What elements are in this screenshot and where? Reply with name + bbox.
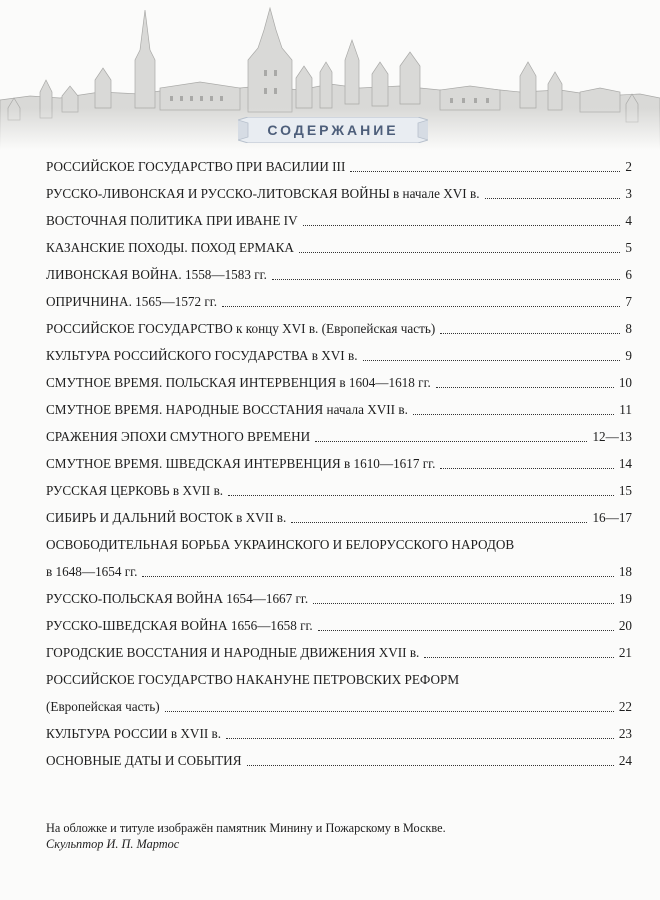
leader-dots — [226, 738, 614, 739]
toc-entry-title: ГОРОДСКИЕ ВОССТАНИЯ И НАРОДНЫЕ ДВИЖЕНИЯ XVII в. — [46, 645, 420, 660]
leader-dots — [291, 522, 587, 523]
toc-entry-title: ВОСТОЧНАЯ ПОЛИТИКА ПРИ ИВАНЕ IV — [46, 213, 298, 228]
toc-entry-page: 15 — [618, 483, 632, 498]
toc-entry[interactable] — [46, 724, 632, 744]
toc-entry-page: 2 — [625, 159, 632, 174]
toc-entry-page: 8 — [625, 321, 632, 336]
toc-entry[interactable] — [46, 238, 632, 258]
toc-entry-page: 4 — [625, 213, 632, 228]
leader-dots — [318, 630, 614, 631]
toc-entry-title: в 1648—1654 гг. — [46, 564, 138, 579]
toc-entry-heading[interactable] — [46, 670, 632, 690]
toc-entry-title: РУССКО-ШВЕДСКАЯ ВОЙНА 1656—1658 гг. — [46, 618, 313, 633]
toc-entry[interactable] — [46, 373, 632, 393]
leader-dots — [228, 495, 614, 496]
toc-entry[interactable] — [46, 184, 632, 204]
toc-entry[interactable] — [46, 427, 632, 447]
toc-entry-page: 7 — [625, 294, 632, 309]
toc-entry[interactable] — [46, 292, 632, 312]
toc-entry-title: (Европейская часть) — [46, 699, 160, 714]
toc-entry[interactable] — [46, 454, 632, 474]
sculptor-credit: Скульптор И. П. Мартос — [46, 837, 180, 851]
toc-entry-page: 12—13 — [592, 429, 632, 444]
leader-dots — [222, 306, 620, 307]
leader-dots — [350, 171, 620, 172]
cover-caption: На обложке и титуле изображён памятник Минину и Пожарскому в Москве. — [46, 821, 446, 835]
toc-entry[interactable] — [46, 346, 632, 366]
cover-note — [46, 820, 636, 852]
toc-entry-page: 10 — [618, 375, 632, 390]
toc-entry[interactable] — [46, 157, 632, 177]
leader-dots — [424, 657, 613, 658]
toc-entry-page: 20 — [618, 618, 632, 633]
toc-entry[interactable] — [46, 211, 632, 231]
toc-entry-title: ЛИВОНСКАЯ ВОЙНА. 1558—1583 гг. — [46, 267, 267, 282]
leader-dots — [315, 441, 587, 442]
toc-entry-title: РОССИЙСКОЕ ГОСУДАРСТВО НАКАНУНЕ ПЕТРОВСКИХ РЕФОРМ — [46, 672, 460, 687]
toc-entry-title: ОСНОВНЫЕ ДАТЫ И СОБЫТИЯ — [46, 753, 242, 768]
toc-entry-page: 6 — [625, 267, 632, 282]
toc-entry-heading[interactable] — [46, 535, 632, 555]
leader-dots — [440, 333, 620, 334]
toc-entry-title: СМУТНОЕ ВРЕМЯ. ШВЕДСКАЯ ИНТЕРВЕНЦИЯ в 1610—1617 гг. — [46, 456, 436, 471]
leader-dots — [142, 576, 613, 577]
toc-entry-title: КУЛЬТУРА РОССИИ в XVII в. — [46, 726, 222, 741]
toc-entry[interactable] — [46, 481, 632, 501]
toc-entry[interactable] — [46, 265, 632, 285]
toc-entry-page: 18 — [618, 564, 632, 579]
toc-entry[interactable] — [46, 616, 632, 636]
toc-entry-title: СИБИРЬ И ДАЛЬНИЙ ВОСТОК в XVII в. — [46, 510, 287, 525]
toc-entry-title: ОСВОБОДИТЕЛЬНАЯ БОРЬБА УКРАИНСКОГО И БЕЛОРУССКОГО НАРОДОВ — [46, 537, 515, 552]
toc-entry[interactable] — [46, 643, 632, 663]
toc-entry-page: 3 — [625, 186, 632, 201]
leader-dots — [303, 225, 621, 226]
toc-entry-page: 16—17 — [592, 510, 632, 525]
toc-entry-title: РУССКО-ПОЛЬСКАЯ ВОЙНА 1654—1667 гг. — [46, 591, 309, 606]
toc-entry[interactable] — [46, 562, 632, 582]
leader-dots — [313, 603, 614, 604]
toc-entry[interactable] — [46, 319, 632, 339]
leader-dots — [299, 252, 620, 253]
toc-entry-page: 23 — [618, 726, 632, 741]
leader-dots — [363, 360, 621, 361]
toc-entry-page: 9 — [625, 348, 632, 363]
toc-entry-page: 11 — [619, 402, 632, 417]
toc-entry-title: СМУТНОЕ ВРЕМЯ. НАРОДНЫЕ ВОССТАНИЯ начала XVII в. — [46, 402, 408, 417]
toc-entry[interactable] — [46, 589, 632, 609]
leader-dots — [440, 468, 613, 469]
leader-dots — [272, 279, 621, 280]
toc-entry-page: 24 — [618, 753, 632, 768]
toc-entry-title: СМУТНОЕ ВРЕМЯ. ПОЛЬСКАЯ ИНТЕРВЕНЦИЯ в 1604—1618 гг. — [46, 375, 431, 390]
toc-entry[interactable] — [46, 400, 632, 420]
toc-entry-page: 5 — [625, 240, 632, 255]
toc-entry-title: РОССИЙСКОЕ ГОСУДАРСТВО ПРИ ВАСИЛИИ III — [46, 159, 346, 174]
toc-entry-title: РОССИЙСКОЕ ГОСУДАРСТВО к концу XVI в. (Европейская часть) — [46, 321, 436, 336]
leader-dots — [247, 765, 614, 766]
leader-dots — [436, 387, 614, 388]
toc-entry[interactable] — [46, 508, 632, 528]
toc-entry[interactable] — [46, 697, 632, 717]
leader-dots — [165, 711, 614, 712]
toc-entry-page: 19 — [618, 591, 632, 606]
leader-dots — [485, 198, 621, 199]
toc-entry-title: ОПРИЧНИНА. 1565—1572 гг. — [46, 294, 218, 309]
toc-entry-title: СРАЖЕНИЯ ЭПОХИ СМУТНОГО ВРЕМЕНИ — [46, 429, 311, 444]
toc-entry-title: КАЗАНСКИЕ ПОХОДЫ. ПОХОД ЕРМАКА — [46, 240, 294, 255]
toc-entry[interactable] — [46, 751, 632, 771]
page-title: СОДЕРЖАНИЕ — [267, 122, 399, 138]
toc-entry-title: КУЛЬТУРА РОССИЙСКОГО ГОСУДАРСТВА в XVI в. — [46, 348, 358, 363]
toc-entry-page: 14 — [618, 456, 632, 471]
toc-entry-page: 22 — [618, 699, 632, 714]
toc-entry-title: РУССКО-ЛИВОНСКАЯ И РУССКО-ЛИТОВСКАЯ ВОЙНЫ в начале XVI в. — [46, 186, 480, 201]
leader-dots — [413, 414, 614, 415]
toc-entry-page: 21 — [618, 645, 632, 660]
toc-entry-title: РУССКАЯ ЦЕРКОВЬ в XVII в. — [46, 483, 224, 498]
